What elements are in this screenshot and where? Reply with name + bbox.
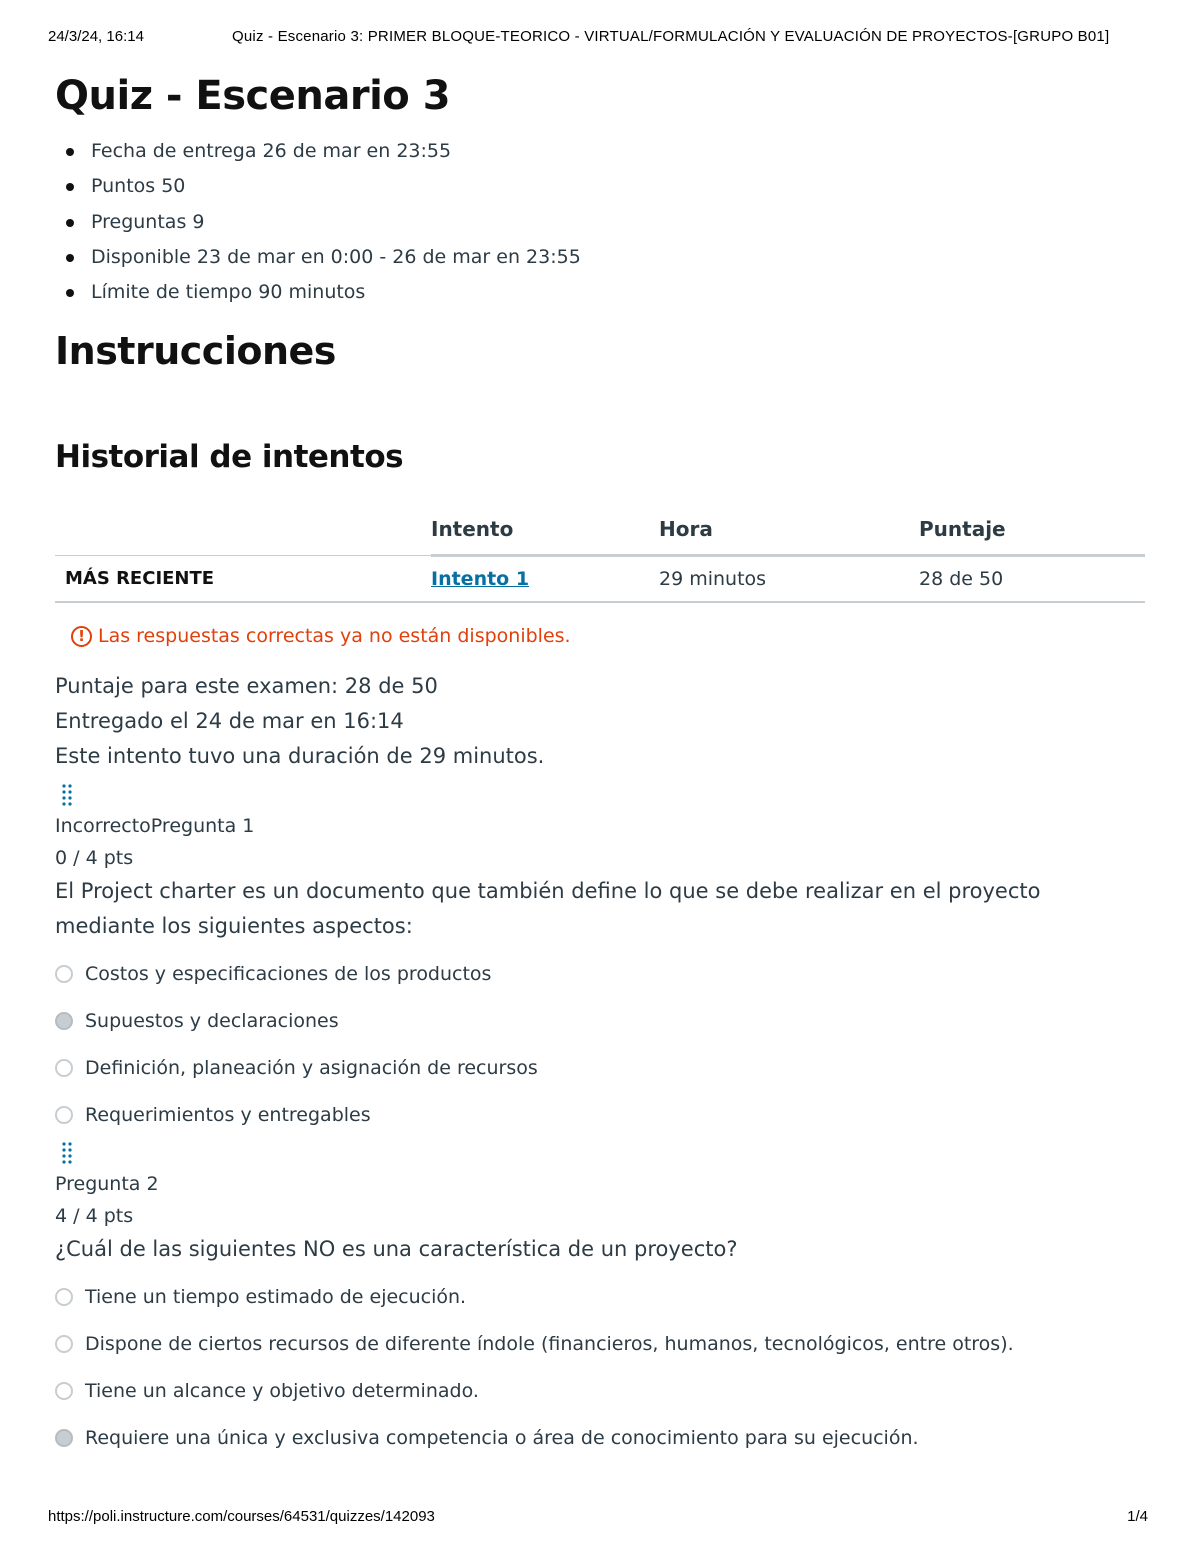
attempts-table: [55, 504, 1145, 603]
answer-list: [55, 1273, 1145, 1461]
question-points: 4 / 4 pts: [55, 1205, 134, 1228]
question-text: El Project charter es un documento que también define lo que se debe realizar en el proyecto mediante los siguientes aspectos:: [55, 879, 1041, 939]
attempts-header-row: [55, 504, 1145, 556]
question-1: [55, 780, 1145, 1138]
answer-option[interactable]: [55, 1320, 1145, 1367]
print-footer: [48, 1508, 1148, 1525]
page-title: Quiz - Escenario 3: [55, 73, 451, 119]
answer-option[interactable]: [55, 1091, 1145, 1138]
attempt-link[interactable]: Intento 1: [431, 568, 530, 591]
answers-unavailable-warning: [71, 625, 1145, 647]
radio-button-selected[interactable]: [55, 1429, 73, 1447]
column-header-time: Hora: [659, 504, 919, 556]
answer-label: Dispone de ciertos recursos de diferente índole (financieros, humanos, tecnológicos, entre otros).: [85, 1332, 1014, 1355]
print-header: [48, 28, 1140, 45]
radio-button[interactable]: [55, 965, 73, 983]
column-header-attempt: Intento: [431, 504, 659, 556]
radio-button[interactable]: [55, 1059, 73, 1077]
answer-label: Tiene un alcance y objetivo determinado.: [85, 1379, 479, 1402]
answer-label: Requiere una única y exclusiva competencia o área de conocimiento para su ejecución.: [85, 1426, 919, 1449]
attempt-score: 28 de 50: [919, 556, 1145, 603]
column-header-blank: [55, 504, 431, 556]
question-text: ¿Cuál de las siguientes NO es una característica de un proyecto?: [55, 1237, 738, 1262]
print-date: 24/3/24, 16:14: [48, 28, 144, 45]
radio-button[interactable]: [55, 1106, 73, 1124]
answer-option[interactable]: [55, 1044, 1145, 1091]
attempt-time: 29 minutos: [659, 556, 919, 603]
radio-button[interactable]: [55, 1288, 73, 1306]
quiz-meta-list: [55, 134, 1145, 310]
answer-option-selected[interactable]: [55, 997, 1145, 1044]
warning-text: Las respuestas correctas ya no están disponibles.: [98, 625, 571, 648]
radio-button[interactable]: [55, 1335, 73, 1353]
table-row: [55, 556, 1145, 603]
meta-due-date: Fecha de entrega 26 de mar en 23:55: [55, 134, 1145, 169]
instructions-heading: Instrucciones: [55, 329, 336, 374]
meta-time-limit: Límite de tiempo 90 minutos: [55, 275, 1145, 310]
quiz-content: [55, 70, 1145, 1461]
drag-handle-icon[interactable]: [61, 1138, 1145, 1168]
answer-label: Costos y especificaciones de los productos: [85, 962, 492, 985]
answer-label: Tiene un tiempo estimado de ejecución.: [85, 1285, 467, 1308]
summary-duration: Este intento tuvo una duración de 29 minutos.: [55, 744, 545, 769]
meta-points: Puntos 50: [55, 169, 1145, 204]
page-number: 1/4: [1127, 1508, 1148, 1525]
question-status: Pregunta 2: [55, 1173, 159, 1196]
question-2: [55, 1138, 1145, 1461]
warning-icon: !: [71, 626, 92, 647]
answer-option[interactable]: [55, 1367, 1145, 1414]
print-title: Quiz - Escenario 3: PRIMER BLOQUE-TEORICO - VIRTUAL/FORMULACIÓN Y EVALUACIÓN DE PROYECTOS-[GRUPO B01]: [232, 28, 1110, 45]
print-url: https://poli.instructure.com/courses/64531/quizzes/142093: [48, 1508, 435, 1525]
drag-handle-icon[interactable]: [61, 780, 1145, 810]
radio-button-selected[interactable]: [55, 1012, 73, 1030]
attempt-summary: [55, 669, 1145, 774]
meta-available: Disponible 23 de mar en 0:00 - 26 de mar en 23:55: [55, 240, 1145, 275]
attempt-cell: [431, 556, 659, 603]
answer-list: [55, 950, 1145, 1138]
answer-option[interactable]: [55, 1273, 1145, 1320]
answer-option[interactable]: [55, 950, 1145, 997]
summary-submitted: Entregado el 24 de mar en 16:14: [55, 709, 404, 734]
answer-label: Requerimientos y entregables: [85, 1103, 371, 1126]
most-recent-label: MÁS RECIENTE: [55, 556, 431, 603]
history-heading: Historial de intentos: [55, 439, 404, 476]
answer-label: Supuestos y declaraciones: [85, 1009, 339, 1032]
answer-option-selected[interactable]: [55, 1414, 1145, 1461]
answer-label: Definición, planeación y asignación de recursos: [85, 1056, 538, 1079]
radio-button[interactable]: [55, 1382, 73, 1400]
question-status: IncorrectoPregunta 1: [55, 815, 255, 838]
question-points: 0 / 4 pts: [55, 847, 134, 870]
column-header-score: Puntaje: [919, 504, 1145, 556]
summary-score: Puntaje para este examen: 28 de 50: [55, 674, 438, 699]
meta-questions: Preguntas 9: [55, 205, 1145, 240]
